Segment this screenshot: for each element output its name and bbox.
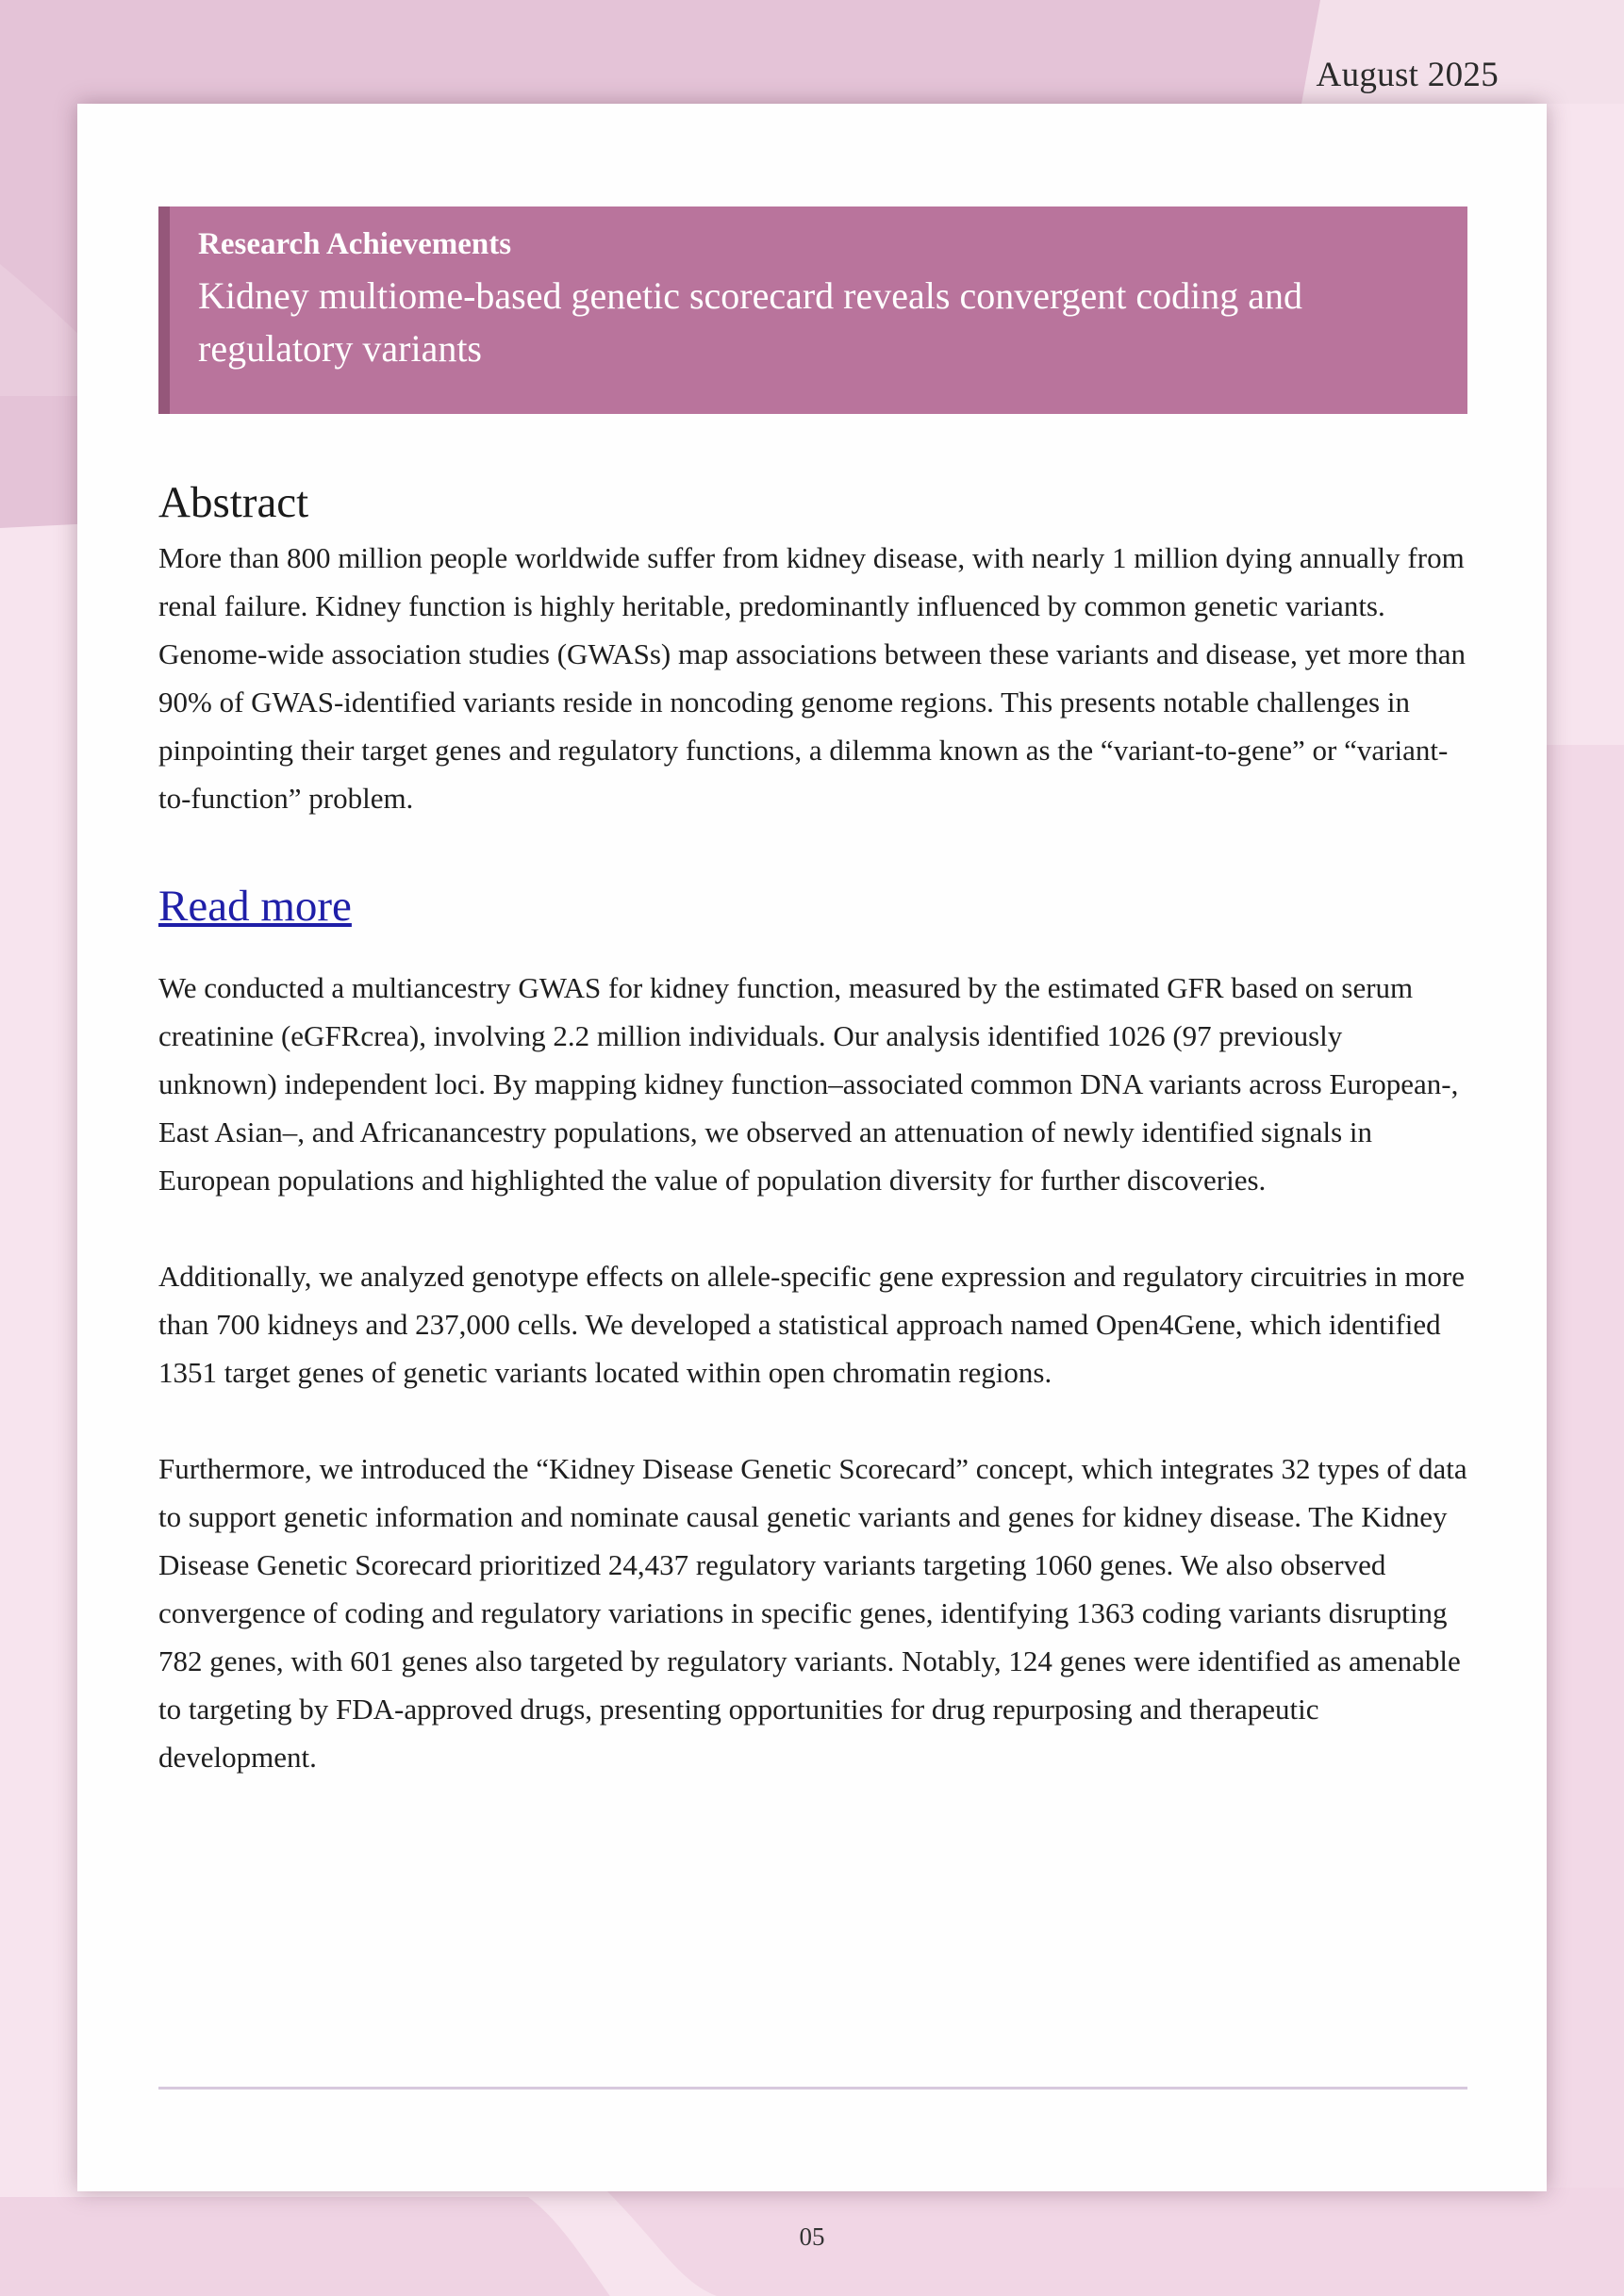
abstract-heading: Abstract [158,478,309,527]
read-more-link[interactable]: Read more [158,882,352,931]
article-banner [158,206,1467,414]
issue-date: August 2025 [1316,56,1499,94]
section-kicker: Research Achievements [198,227,512,261]
article-title: Kidney multiome-based genetic scorecard reveals convergent coding and regulatory variants [198,274,1303,370]
page-number: 05 [799,2222,825,2251]
body-paragraph: We conducted a multiancestry GWAS for kidney function, measured by the estimated GFR based on serum creatinine (eGFRcrea), involving 2.2 million individuals. Our analysis identified 1026 (97 previously unknown) independent loci. By mapping kidney function–associated common DNA variants across European-, East Asian–, and Africanancestry populations, we observed an attenuation of newly identified signals in European populations and highlighted the value of population diversity for further discoveries. [158,971,1459,1197]
body-paragraph: Furthermore, we introduced the “Kidney Disease Genetic Scorecard” concept, which integrates 32 types of data to support genetic information and nominate causal genetic variants and genes for kidney disease. The Kidney Disease Genetic Scorecard prioritized 24,437 regulatory variants targeting 1060 genes. We also observed convergence of coding and regulatory variations in specific genes, identifying 1363 coding variants disrupting 782 genes, with 601 genes also targeted by regulatory variants. Notably, 124 genes were identified as amenable to targeting by FDA-approved drugs, presenting opportunities for drug repurposing and therapeutic development. [158,1452,1467,1774]
article-content [158,477,1467,1781]
article-card [77,104,1547,2191]
body-paragraph: Additionally, we analyzed genotype effects on allele-specific gene expression and regulatory circuitries in more than 700 kidneys and 237,000 cells. We developed a statistical approach named Open4Gene, which identified 1351 target genes of genetic variants located within open chromatin regions. [158,1260,1465,1389]
abstract-text: More than 800 million people worldwide suffer from kidney disease, with nearly 1 million dying annually from renal failure. Kidney function is highly heritable, predominantly influenced by common genetic variants. Genome-wide association studies (GWASs) map associations between these variants and disease, yet more than 90% of GWAS-identified variants reside in noncoding genome regions. This presents notable challenges in pinpointing their target genes and regulatory functions, a dilemma known as the “variant-to-gene” or “variant-to-function” problem. [158,541,1467,815]
footer-divider [158,2087,1467,2090]
